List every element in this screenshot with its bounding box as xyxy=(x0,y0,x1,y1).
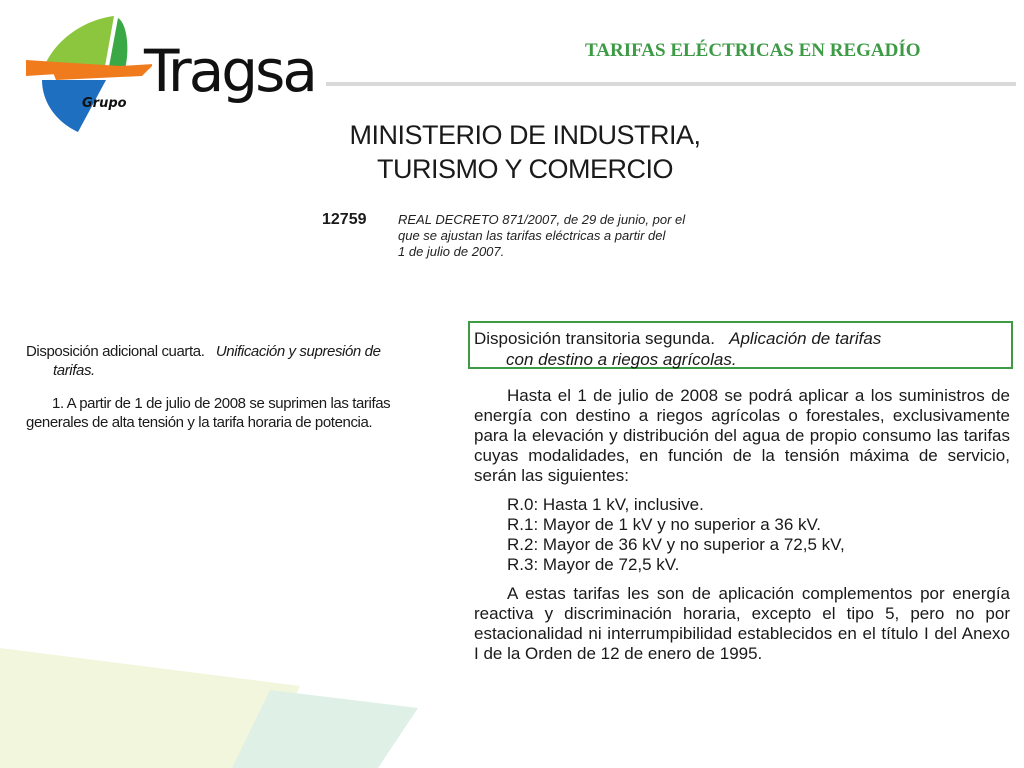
additional-provision-subject-cont: tarifas. xyxy=(53,362,95,379)
ministry-line-2: TURISMO Y COMERCIO xyxy=(376,154,674,184)
additional-provision-paragraph: 1. A partir de 1 de julio de 2008 se suprimen las tarifas generales de alta tensión y la tarifa horaria de potencia. xyxy=(26,395,391,431)
tariff-list xyxy=(474,495,1010,575)
header-divider xyxy=(326,82,1016,86)
transitory-provision-heading xyxy=(474,328,1012,370)
additional-provision-subject: Unificación y supresión de xyxy=(215,343,381,360)
additional-provision-heading xyxy=(26,342,446,380)
tariff-item-r2: R.2: Mayor de 36 kV y no superior a 72,5 kV, xyxy=(507,535,845,554)
transitory-provision-body xyxy=(474,386,1010,664)
transitory-provision-intro: Hasta el 1 de julio de 2008 se podrá aplicar a los suministros de energía con destino a riegos agrícolas o forestales, exclusivamente para la elevación y distribución del agua de propio consumo las tarifas cuyas modalidades, en función de la tensión máxima de servicio, serán las siguientes: xyxy=(474,386,1010,485)
logo-subtitle: Grupo xyxy=(82,96,127,111)
additional-provision xyxy=(26,342,446,432)
transitory-provision-subject-cont: con destino a riegos agrícolas. xyxy=(506,350,737,369)
logo-wordmark: Tragsa xyxy=(144,37,315,105)
ministry-line-1: MINISTERIO DE INDUSTRIA, xyxy=(349,120,701,150)
decree-line-3: 1 de julio de 2007. xyxy=(398,244,505,259)
decree-summary xyxy=(398,212,738,260)
ministry-heading xyxy=(340,118,710,186)
page-title: TARIFAS ELÉCTRICAS EN REGADÍO xyxy=(585,40,921,61)
decree-line-1: REAL DECRETO 871/2007, de 29 de junio, por el xyxy=(398,212,686,227)
logo-mark-icon xyxy=(22,14,152,138)
additional-provision-title: Disposición adicional cuarta. xyxy=(26,343,205,360)
tariff-item-r1: R.1: Mayor de 1 kV y no superior a 36 kV. xyxy=(507,515,822,534)
transitory-provision-closing: A estas tarifas les son de aplicación complementos por energía reactiva y discriminación horaria, excepto el tipo 5, pero no por estacionalidad ni interrumpibilidad establecidos en el título I del Anexo I de la Orden de 12 de enero de 1995. xyxy=(474,584,1010,663)
decree-line-2: que se ajustan las tarifas eléctricas a partir del xyxy=(398,228,666,243)
transitory-provision-subject: Aplicación de tarifas xyxy=(729,329,882,348)
tariff-item-r3: R.3: Mayor de 72,5 kV. xyxy=(507,555,680,574)
decree-number: 12759 xyxy=(322,211,367,228)
tariff-item-r0: R.0: Hasta 1 kV, inclusive. xyxy=(507,495,704,514)
transitory-provision-title: Disposición transitoria segunda. xyxy=(474,329,715,348)
tragsa-logo xyxy=(22,14,315,138)
